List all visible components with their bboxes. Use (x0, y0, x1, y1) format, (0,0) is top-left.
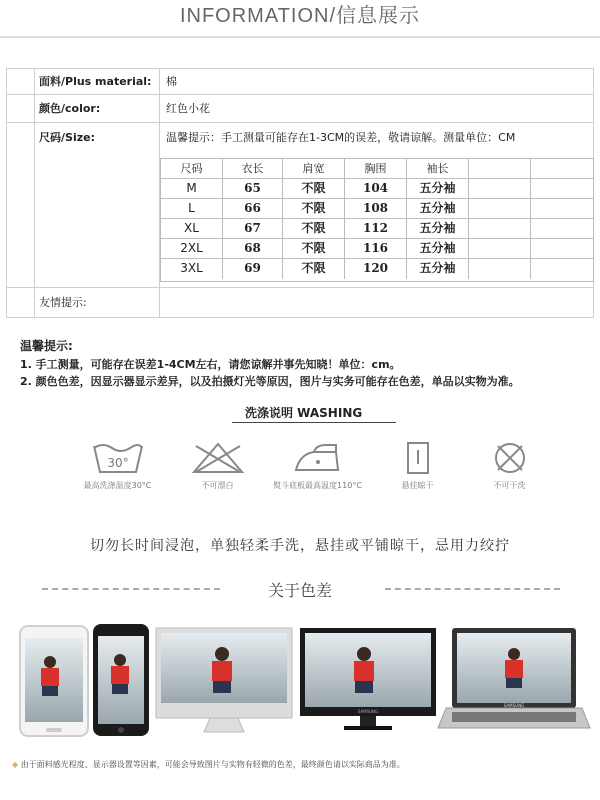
size-cell: 67 (223, 219, 283, 238)
empty-cell (469, 199, 531, 218)
notice-line-2: 2. 颜色色差，因显示器显示差异，以及拍摄灯光等原因，图片与实务可能存在色差，单品以实物为准。 (20, 375, 520, 388)
size-cell: 66 (223, 199, 283, 218)
iron-label: 熨斗底板最高温度110°C (273, 481, 362, 490)
iron-icon (290, 440, 346, 476)
size-cell: 2XL (161, 239, 223, 258)
empty-cell (531, 199, 593, 218)
size-cell: 五分袖 (407, 219, 469, 238)
size-table (160, 158, 594, 282)
size-cell: 不限 (283, 179, 345, 198)
header-bust: 胸围 (345, 159, 407, 178)
iron-item (270, 440, 365, 491)
size-label: 尺码/Size: (35, 123, 160, 287)
imac-image (156, 628, 292, 732)
footer-text: 由于面料感光程度、显示器设置等因素，可能会导致图片与实物有轻微的色差，最终颜色请以实际商品为准。 (20, 760, 405, 769)
size-cell: XL (161, 219, 223, 238)
size-cell: 五分袖 (407, 259, 469, 279)
empty-cell (531, 259, 593, 279)
size-table-row (161, 259, 593, 279)
white-phone-image (20, 626, 88, 736)
friendly-label: 友情提示: (35, 288, 160, 317)
color-diff-heading (0, 578, 600, 598)
empty-cell (469, 179, 531, 198)
color-label: 颜色/color: (35, 95, 160, 122)
material-label: 面料/Plus material: (35, 69, 160, 94)
header-sleeve: 袖长 (407, 159, 469, 178)
size-cell: 108 (345, 199, 407, 218)
color-value: 红色小花 (166, 102, 210, 115)
info-row-size (7, 123, 593, 153)
no-bleach-label: 不可漂白 (201, 481, 234, 490)
size-cell: 3XL (161, 259, 223, 279)
size-cell: 五分袖 (407, 199, 469, 218)
size-table-row (161, 239, 593, 259)
header-divider (0, 36, 600, 38)
washing-underline (232, 422, 396, 423)
notice-title: 温馨提示: (20, 339, 73, 353)
header-size: 尺码 (161, 159, 223, 178)
size-table-row (161, 179, 593, 199)
notice-line-1: 1. 手工测量，可能存在误差1-4CM左右，请您谅解并事先知晓！单位：cm。 (20, 358, 401, 371)
wash-temp-text: 30° (106, 456, 129, 470)
hang-dry-icon (390, 440, 446, 476)
size-cell: 69 (223, 259, 283, 279)
size-cell: 不限 (283, 219, 345, 238)
size-table-header (161, 159, 593, 179)
laptop-brand: SAMSUNG (503, 703, 525, 708)
info-row-friendly (7, 287, 593, 317)
header-length: 衣长 (223, 159, 283, 178)
info-row-color (7, 95, 593, 123)
wash-30-label: 最高洗涤温度30°C (83, 481, 152, 490)
color-diff-title: 关于色差 (267, 581, 332, 600)
size-cell: 不限 (283, 239, 345, 258)
wash-30-icon (90, 440, 146, 476)
size-cell: 五分袖 (407, 239, 469, 258)
size-cell: 不限 (283, 259, 345, 279)
material-value: 棉 (166, 75, 177, 88)
info-row-material (7, 69, 593, 95)
size-cell: M (161, 179, 223, 198)
empty-cell (531, 239, 593, 258)
info-header (0, 0, 600, 32)
size-table-row (161, 199, 593, 219)
no-dry-clean-icon (482, 440, 538, 476)
header-shoulder: 肩宽 (283, 159, 345, 178)
empty-cell (469, 259, 531, 279)
size-cell: 104 (345, 179, 407, 198)
size-note: 温馨提示：手工测量可能存在1-3CM的误差，敬请谅解。测量单位：CM (166, 131, 516, 144)
notice-block (20, 337, 590, 390)
empty-cell (469, 219, 531, 238)
care-instructions: 切勿长时间浸泡，单独轻柔手洗，悬挂或平铺晾干，忌用力绞拧 (90, 538, 510, 554)
empty-cell (469, 239, 531, 258)
no-bleach-item (170, 440, 265, 491)
empty-cell (531, 179, 593, 198)
empty-cell (531, 219, 593, 238)
monitor-brand: SAMSUNG (357, 709, 379, 714)
black-phone-image (93, 624, 149, 736)
size-cell: 68 (223, 239, 283, 258)
washing-icons (70, 440, 550, 502)
size-cell: 五分袖 (407, 179, 469, 198)
device-comparison (0, 620, 600, 740)
no-bleach-icon (190, 440, 246, 476)
size-cell: 65 (223, 179, 283, 198)
wash-30-item (70, 440, 165, 491)
size-table-row (161, 219, 593, 239)
size-cell: 112 (345, 219, 407, 238)
laptop-image (438, 628, 590, 728)
washing-title: 洗涤说明 WASHING (245, 406, 363, 420)
size-cell: 116 (345, 239, 407, 258)
no-dry-clean-item (462, 440, 557, 491)
diamond-icon: ◆ (12, 760, 19, 769)
size-cell: 120 (345, 259, 407, 279)
no-dry-clean-label: 不可干洗 (493, 481, 526, 490)
page-title: INFORMATION/信息展示 (179, 5, 421, 27)
footer-note (12, 759, 592, 770)
hang-dry-label: 悬挂晾干 (401, 481, 434, 490)
hang-dry-item (370, 440, 465, 491)
monitor-image (300, 628, 436, 730)
size-cell: 不限 (283, 199, 345, 218)
size-cell: L (161, 199, 223, 218)
